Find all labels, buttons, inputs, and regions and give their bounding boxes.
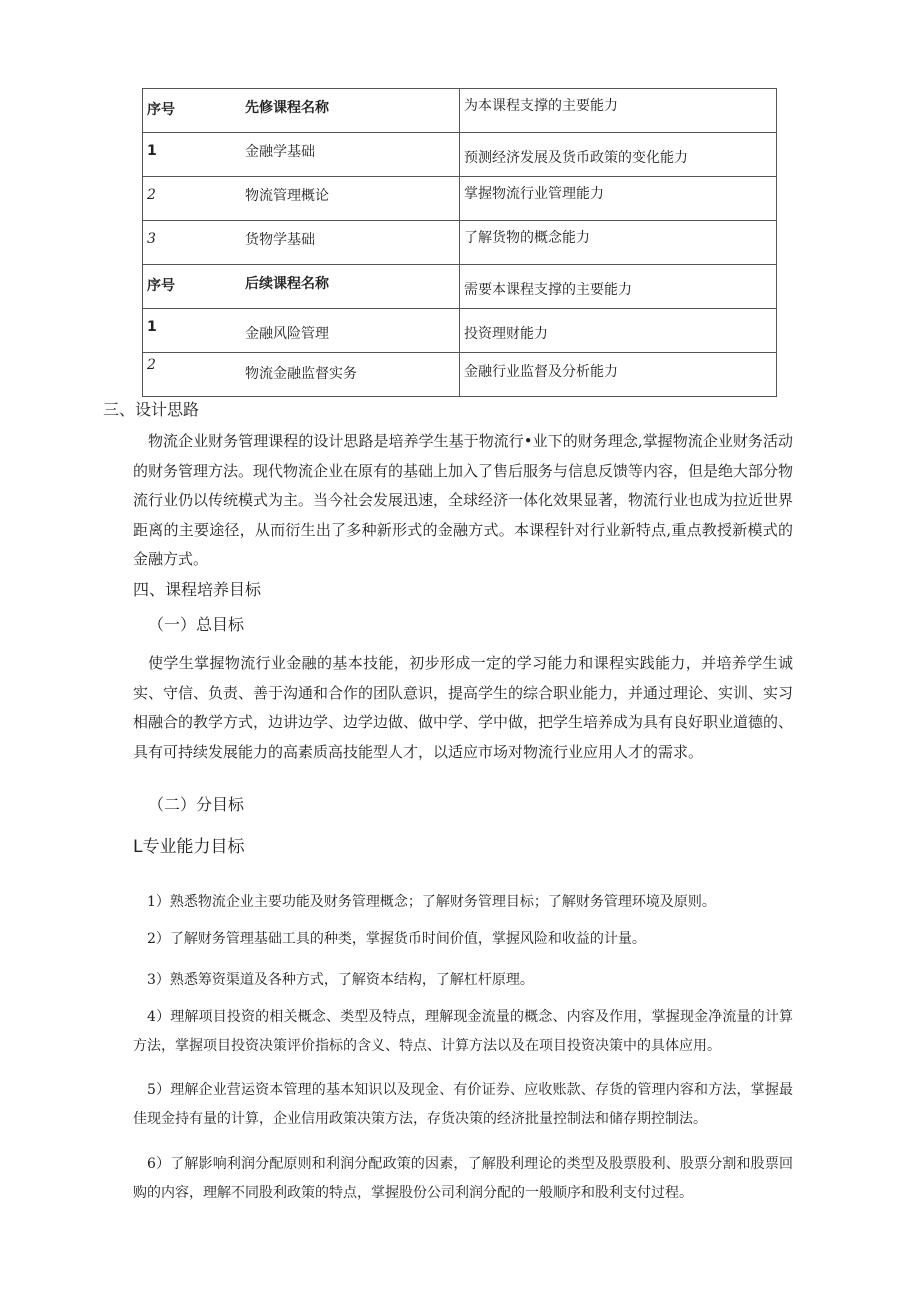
table-header-row <box>143 265 777 309</box>
row-ability: 投资理财能力 <box>460 309 777 353</box>
sub-goal-title: （二）分目标 <box>148 795 245 814</box>
header-follow-ability: 需要本课程支撑的主要能力 <box>460 265 777 309</box>
table-row <box>143 353 777 397</box>
row-course-name: 金融风险管理 <box>241 309 460 353</box>
row-ability: 金融行业监督及分析能力 <box>460 353 777 397</box>
row-no: 1 <box>143 133 242 177</box>
section-3-body: 物流企业财务管理课程的设计思路是培养学生基于物流行•业下的财务理念,掌握物流企业财务活动的财务管理方法。现代物流企业在原有的基础上加入了售后服务与信息反馈等内容，但是绝大部分物流行业仍以传统模式为主。当今社会发展迅速，全球经济一体化效果显著，物流行业也成为拉近世界距离的主要途径，从而衍生出了多种新形式的金融方式。本课程针对行业新特点,重点教授新模式的金融方式。 <box>133 432 794 568</box>
list-item: 1）熟悉物流企业主要功能及财务管理概念；了解财务管理目标；了解财务管理环境及原则。 <box>147 894 716 910</box>
table-row <box>143 221 777 265</box>
list-item: 3）熟悉筹资渠道及各种方式，了解资本结构，了解杠杆原理。 <box>147 972 534 988</box>
row-ability: 预测经济发展及货币政策的变化能力 <box>460 133 777 177</box>
course-table <box>142 88 777 397</box>
row-course-name: 物流金融监督实务 <box>241 353 460 397</box>
ability-goal-title: L专业能力目标 <box>133 837 245 857</box>
row-course-name: 货物学基础 <box>241 221 460 265</box>
list-item: 4）理解项目投资的相关概念、类型及特点，理解现金流量的概念、内容及作用，掌握现金净流量的计算方法，掌握项目投资决策评价指标的含义、特点、计算方法以及在项目投资决策中的具体应用。 <box>133 1009 793 1054</box>
section-4-title: 四、课程培养目标 <box>133 580 262 599</box>
row-no: 2 <box>143 177 242 221</box>
header-prereq-ability: 为本课程支撑的主要能力 <box>460 89 777 133</box>
table-header-row <box>143 89 777 133</box>
row-no: 3 <box>143 221 242 265</box>
header-follow-name: 后续课程名称 <box>241 265 460 309</box>
list-item: 5）理解企业营运资本管理的基本知识以及现金、有价证券、应收账款、存货的管理内容和方法，掌握最佳现金持有量的计算，企业信用政策决策方法，存货决策的经济批量控制法和储存期控制法。 <box>133 1082 793 1127</box>
list-item: 6）了解影响利润分配原则和利润分配政策的因素，了解股利理论的类型及股票股利、股票分割和股票回购的内容，理解不同股利政策的特点，掌握股份公司利润分配的一般顺序和股利支付过程。 <box>133 1156 793 1201</box>
list-item: 2）了解财务管理基础工具的种类，掌握货币时间价值，掌握风险和收益的计量。 <box>147 931 646 947</box>
row-course-name: 物流管理概论 <box>241 177 460 221</box>
table-row <box>143 133 777 177</box>
row-ability: 了解货物的概念能力 <box>460 221 777 265</box>
row-no: 2 <box>143 353 242 397</box>
header-prereq-name: 先修课程名称 <box>241 89 460 133</box>
row-course-name: 金融学基础 <box>241 133 460 177</box>
overall-goal-title: （一）总目标 <box>148 615 245 634</box>
table-row <box>143 177 777 221</box>
overall-goal-body: 使学生掌握物流行业金融的基本技能，初步形成一定的学习能力和课程实践能力，并培养学生诚实、守信、负责、善于沟通和合作的团队意识，提高学生的综合职业能力，并通过理论、实训、实习相融合的教学方式，边讲边学、边学边做、做中学、学中做，把学生培养成为具有良好职业道德的、具有可持续发展能力的高素质高技能型人才，以适应市场对物流行业应用人才的需求。 <box>133 654 794 761</box>
table-row <box>143 309 777 353</box>
header-no: 序号 <box>143 265 242 309</box>
header-no: 序号 <box>143 89 242 133</box>
row-no: 1 <box>143 309 242 353</box>
section-3-title: 三、设计思路 <box>103 400 200 419</box>
row-ability: 掌握物流行业管理能力 <box>460 177 777 221</box>
